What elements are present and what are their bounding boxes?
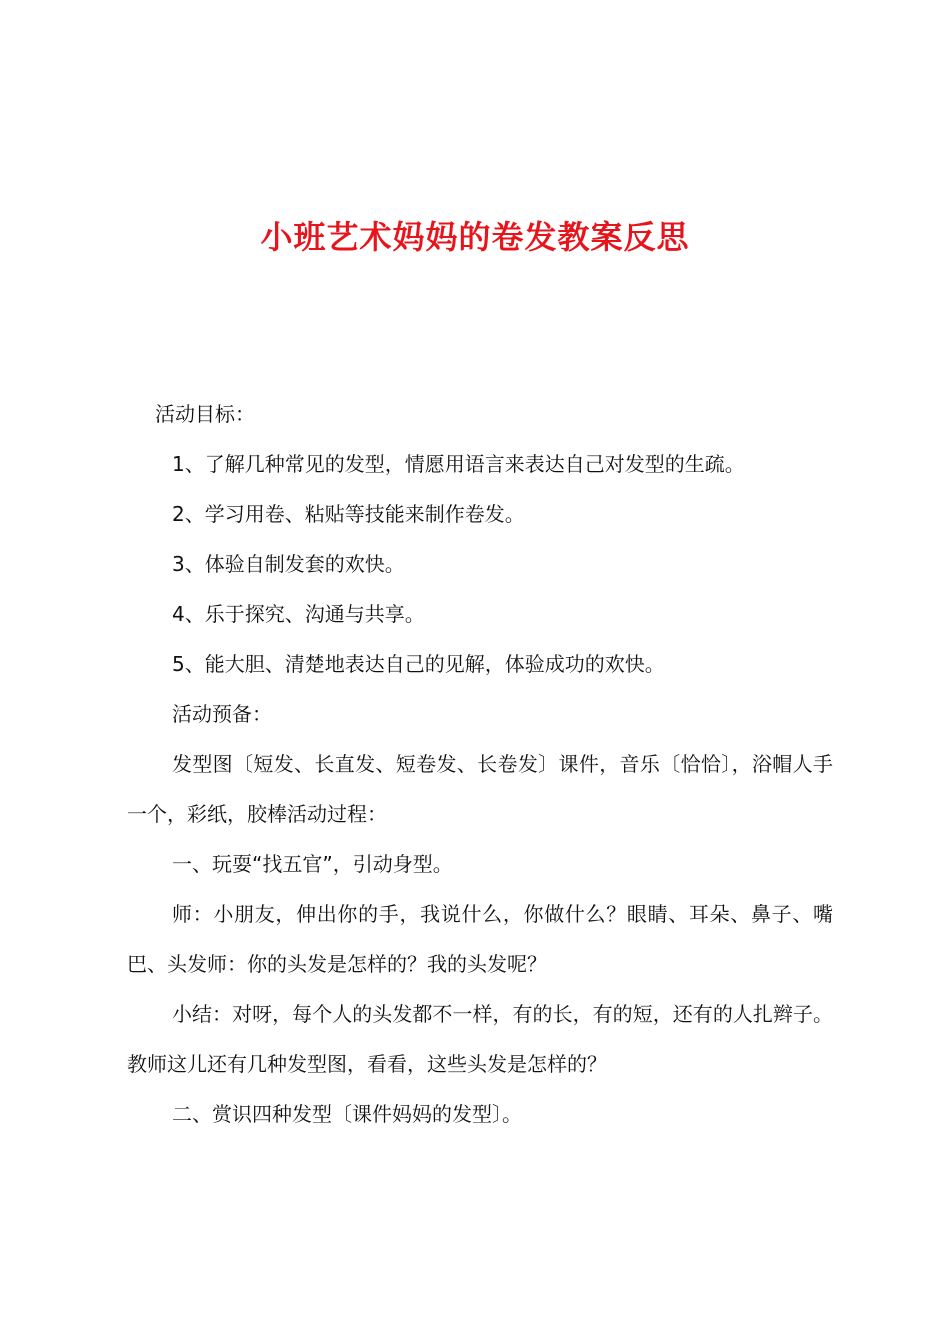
preparation-paragraph: 发型图〔短发、长直发、短卷发、长卷发〕课件，音乐〔恰恰〕，浴帽人手一个，彩纸，胶棒活动过程： <box>127 752 833 826</box>
section-heading-goals: 活动目标： <box>155 402 255 426</box>
summary-paragraph: 小结：对呀，每个人的头发都不一样，有的长，有的短，还有的人扎辫子。教师这儿还有几种发型图，看看，这些头发是怎样的？ <box>127 1002 833 1076</box>
goal-item-5: 5、能大胆、清楚地表达自己的见解，体验成功的欢快。 <box>172 652 665 676</box>
goal-item-4: 4、乐于探究、沟通与共享。 <box>172 602 425 626</box>
section-heading-preparation: 活动预备： <box>172 702 272 726</box>
step-heading-1: 一、玩耍“找五官”，引动身型。 <box>172 852 453 876</box>
step-heading-2: 二、赏识四种发型〔课件妈妈的发型〕。 <box>172 1102 522 1126</box>
document-body <box>127 389 833 1139</box>
document-title: 小班艺术妈妈的卷发教案反思 <box>260 218 690 256</box>
teacher-dialogue-paragraph: 师：小朋友，伸出你的手，我说什么，你做什么？眼睛、耳朵、鼻子、嘴巴、头发师：你的头发是怎样的？我的头发呢？ <box>127 902 833 976</box>
goal-item-1: 1、了解几种常见的发型，情愿用语言来表达自己对发型的生疏。 <box>172 452 745 476</box>
goal-item-2: 2、学习用卷、粘贴等技能来制作卷发。 <box>172 502 525 526</box>
goal-item-3: 3、体验自制发套的欢快。 <box>172 552 405 576</box>
